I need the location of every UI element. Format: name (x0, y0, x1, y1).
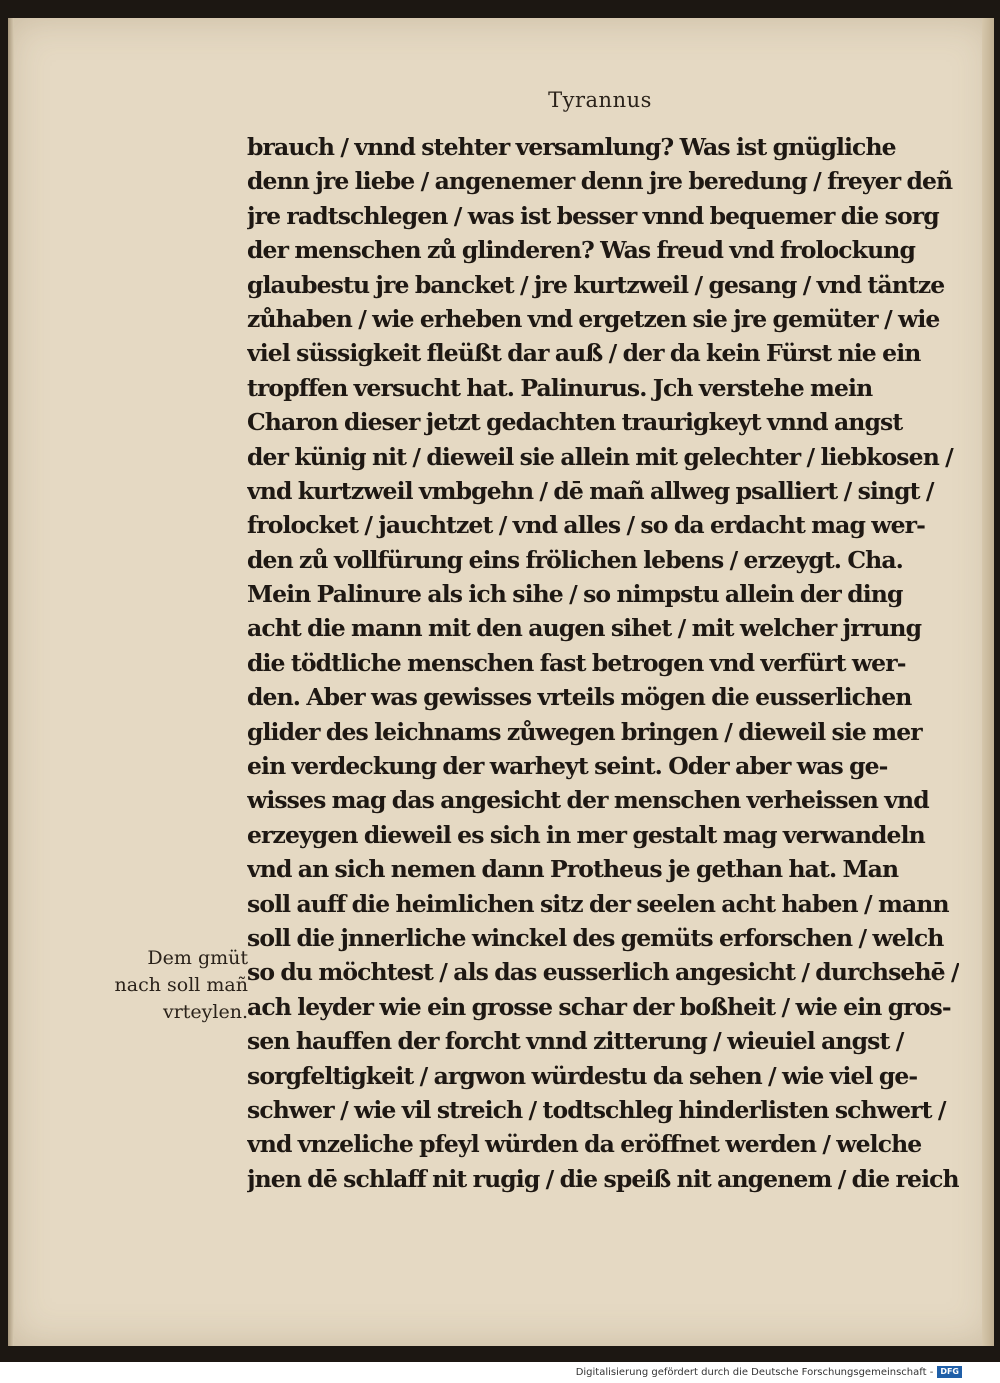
marginal-note-line: nach soll mañ (114, 974, 248, 996)
page-edge (982, 18, 994, 1346)
text-line: soll auff die heimlichen sitz der seelen acht haben / mann (247, 889, 949, 918)
text-line: der menschen zů glinderen? Was freud vnd frolockung (247, 236, 915, 265)
text-line: der künig nit / dieweil sie allein mit gelechter / liebkosen / (247, 442, 953, 471)
digitization-credit: Digitalisierung gefördert durch die Deutsche Forschungsgemeinschaft - (575, 1366, 934, 1378)
running-head: Tyrannus (548, 88, 652, 112)
text-line: brauch / vnnd stehter versamlung? Was ist gnügliche (247, 133, 896, 161)
text-line: jnen dē schlaff nit rugig / die speiß nit angenem / die reich (247, 1164, 959, 1193)
text-line: sen hauffen der forcht vnnd zitterung / wieuiel angst / (247, 1027, 904, 1056)
text-line: vnd an sich nemen dann Protheus je gethan hat. Man (247, 855, 899, 884)
marginal-note-line: Dem gmüt (147, 947, 248, 969)
marginal-note (98, 945, 248, 1026)
marginal-note-line: vrteylen. (162, 1001, 248, 1023)
text-line: vnd kurtzweil vmbgehn / dē mañ allweg psalliert / singt / (247, 476, 934, 505)
text-line: den zů vollfürung eins frölichen lebens / erzeygt. Cha. (247, 545, 903, 574)
text-line: so du möchtest / als das eusserlich angesicht / durchsehē / (247, 958, 959, 987)
text-line: sorgfeltigkeit / argwon würdestu da sehen / wie viel ge- (247, 1061, 918, 1090)
dfg-logo-icon: DFG (937, 1366, 962, 1378)
footer (576, 1366, 962, 1378)
body-text (247, 130, 959, 1196)
text-line: den. Aber was gewisses vrteils mögen die eusserlichen (247, 683, 912, 712)
text-line: Charon dieser jetzt gedachten traurigkeyt vnnd angst (247, 408, 903, 437)
text-line: erzeygen dieweil es sich in mer gestalt mag verwandeln (247, 820, 925, 849)
text-line: vnd vnzeliche pfeyl würden da eröffnet werden / welche (247, 1130, 922, 1159)
text-line: jre radtschlegen / was ist besser vnnd bequemer die sorg (247, 201, 939, 230)
text-line: denn jre liebe / angenemer denn jre beredung / freyer deñ (247, 167, 953, 196)
text-line: tropffen versucht hat. Palinurus. Jch verstehe mein (247, 373, 873, 402)
text-line: soll die jnnerliche winckel des gemüts erforschen / welch (247, 923, 944, 952)
text-line: ach leyder wie ein grosse schar der boßheit / wie ein gros- (247, 992, 951, 1021)
text-line: ein verdeckung der warheyt seint. Oder aber was ge- (247, 752, 888, 781)
page-gutter (8, 18, 14, 1346)
text-line: zůhaben / wie erheben vnd ergetzen sie jre gemüter / wie (247, 304, 940, 333)
text-line: schwer / wie vil streich / todtschleg hinderlisten schwert / (247, 1095, 946, 1124)
text-line: glider des leichnams zůwegen bringen / dieweil sie mer (247, 717, 922, 746)
text-line: frolocket / jauchtzet / vnd alles / so da erdacht mag wer- (247, 511, 926, 540)
text-line: acht die mann mit den augen sihet / mit welcher jrrung (247, 614, 922, 643)
text-line: viel süssigkeit fleüßt dar auß / der da kein Fürst nie ein (247, 339, 921, 368)
text-line: Mein Palinure als ich sihe / so nimpstu allein der ding (247, 580, 903, 609)
text-line: die tödtliche menschen fast betrogen vnd verfürt wer- (247, 648, 906, 677)
text-line: glaubestu jre bancket / jre kurtzweil / gesang / vnd täntze (247, 270, 945, 299)
text-line: wisses mag das angesicht der menschen verheissen vnd (247, 786, 929, 815)
